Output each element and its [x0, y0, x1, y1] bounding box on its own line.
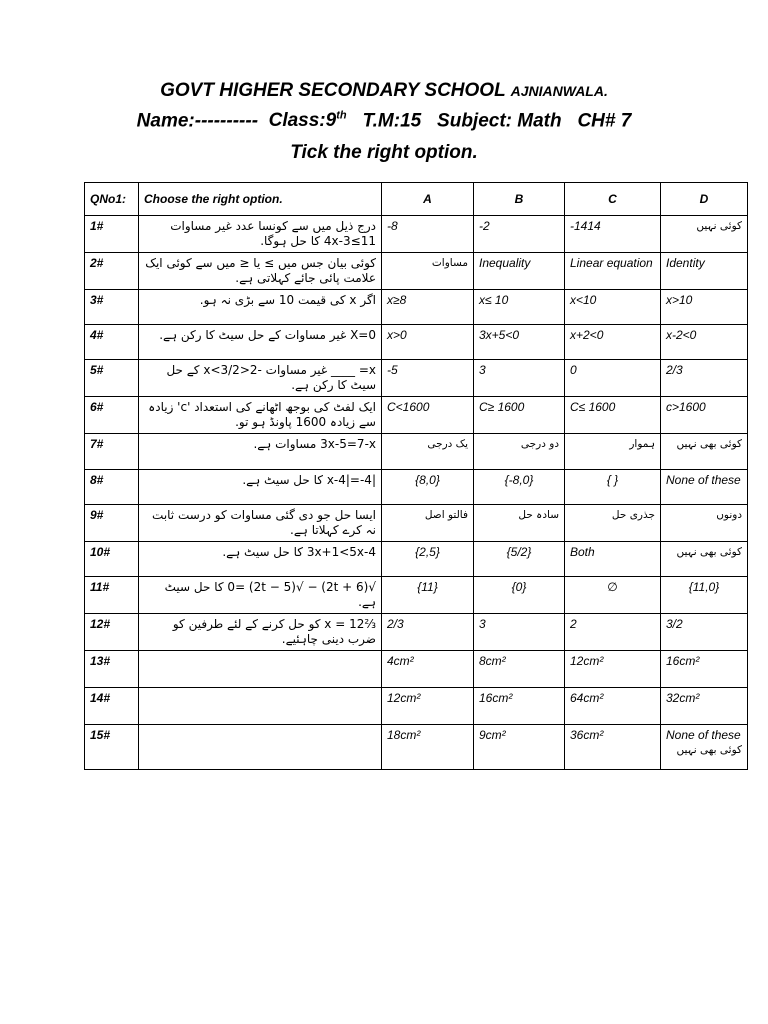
question-number: 2#	[85, 253, 139, 290]
table-row	[85, 577, 748, 614]
option-c[interactable]: Both	[565, 542, 661, 577]
option-b[interactable]: 3	[474, 360, 565, 397]
question-statement	[139, 688, 382, 725]
option-d[interactable]: {11,0}	[661, 577, 748, 614]
option-d-urdu-note: کوئی بھی نہیں	[676, 744, 742, 756]
option-d[interactable]: کوئی بھی نہیں	[661, 542, 748, 577]
option-a[interactable]: یک درجی	[382, 434, 474, 470]
option-b[interactable]: {5/2}	[474, 542, 565, 577]
option-c[interactable]: { }	[565, 470, 661, 505]
option-d[interactable]: کوئی نہیں	[661, 216, 748, 253]
option-a[interactable]: x≥8	[382, 290, 474, 325]
option-a[interactable]: فالتو اصل	[382, 505, 474, 542]
question-number: 4#	[85, 325, 139, 360]
question-statement: √(2t + 6) − √(2t − 5) =0 کا حل سیٹ ہے.	[139, 577, 382, 614]
chapter-label: CH# 7	[577, 110, 632, 132]
option-d[interactable]: Identity	[661, 253, 748, 290]
table-row	[85, 360, 748, 397]
option-d-text: None of these	[666, 728, 741, 742]
table-row	[85, 253, 748, 290]
name-label: Name:----------	[136, 110, 259, 132]
header-choose: Choose the right option.	[139, 183, 382, 216]
table-header-row	[85, 183, 748, 216]
question-number: 11#	[85, 577, 139, 614]
option-b[interactable]: سادہ حل	[474, 505, 565, 542]
question-statement	[139, 725, 382, 770]
table-row	[85, 725, 748, 770]
question-number: 10#	[85, 542, 139, 577]
table-row	[85, 651, 748, 688]
option-a[interactable]: 18cm²	[382, 725, 474, 770]
option-a[interactable]: x>0	[382, 325, 474, 360]
option-a[interactable]: 4cm²	[382, 651, 474, 688]
table-row	[85, 688, 748, 725]
option-a[interactable]: {8,0}	[382, 470, 474, 505]
option-d[interactable]: دونوں	[661, 505, 748, 542]
option-c[interactable]: ∅	[565, 577, 661, 614]
option-b[interactable]: دو درجی	[474, 434, 565, 470]
mcq-table	[84, 182, 748, 770]
option-c[interactable]: 2	[565, 614, 661, 651]
option-c[interactable]: x<10	[565, 290, 661, 325]
school-title	[0, 80, 768, 102]
option-c[interactable]: Linear equation	[565, 253, 661, 290]
question-number: 3#	[85, 290, 139, 325]
option-c[interactable]: 64cm²	[565, 688, 661, 725]
option-d[interactable]: کوئی بھی نہیں	[661, 434, 748, 470]
student-info-line	[0, 110, 768, 132]
school-name: GOVT HIGHER SECONDARY SCHOOL	[160, 80, 506, 101]
question-statement: ایسا حل جو دی گئی مساوات کو درست ثابت نہ کرے کہلاتا ہے.	[139, 505, 382, 542]
option-c[interactable]: -1414	[565, 216, 661, 253]
option-a[interactable]: {2,5}	[382, 542, 474, 577]
question-number: 8#	[85, 470, 139, 505]
option-a[interactable]: 2/3	[382, 614, 474, 651]
option-b[interactable]: 9cm²	[474, 725, 565, 770]
question-statement: 3x-5=7-x مساوات ہے.	[139, 434, 382, 470]
question-statement: 3x+1<5x-4 کا حل سیٹ ہے.	[139, 542, 382, 577]
table-row	[85, 470, 748, 505]
school-place: AJNIANWALA.	[510, 83, 608, 99]
question-statement: اگر x کی قیمت 10 سے بڑی نہ ہو.	[139, 290, 382, 325]
option-d[interactable]: 2/3	[661, 360, 748, 397]
instruction: Tick the right option.	[290, 142, 478, 163]
question-statement: کوئی بیان جس میں ≥ یا ≤ میں سے کوئی ایک علامت پائی جائے کہلاتی ہے.	[139, 253, 382, 290]
header-option-a: A	[382, 183, 474, 216]
question-statement	[139, 651, 382, 688]
option-d[interactable]	[661, 725, 748, 770]
option-a[interactable]: -5	[382, 360, 474, 397]
option-a[interactable]: C<1600	[382, 397, 474, 434]
option-b[interactable]: C≥ 1600	[474, 397, 565, 434]
table-row	[85, 434, 748, 470]
table-row	[85, 542, 748, 577]
question-number: 14#	[85, 688, 139, 725]
option-b[interactable]: 3	[474, 614, 565, 651]
class-label: Class:9th	[268, 110, 347, 132]
option-c[interactable]: ہموار	[565, 434, 661, 470]
option-b[interactable]: {-8,0}	[474, 470, 565, 505]
table-row	[85, 216, 748, 253]
option-d[interactable]: c>1600	[661, 397, 748, 434]
option-b[interactable]: 16cm²	[474, 688, 565, 725]
option-b[interactable]: Inequality	[474, 253, 565, 290]
question-number: 1#	[85, 216, 139, 253]
header-option-c: C	[565, 183, 661, 216]
question-number: 7#	[85, 434, 139, 470]
subject-label: Subject: Math	[437, 110, 562, 132]
option-b[interactable]: -2	[474, 216, 565, 253]
table-row	[85, 397, 748, 434]
question-statement: x= ____ غیر مساوات -2<x<3/2 کے حل سیٹ کا رکن ہے.	[139, 360, 382, 397]
question-statement: |x-4|=-4 کا حل سیٹ ہے.	[139, 470, 382, 505]
table-row	[85, 290, 748, 325]
option-c[interactable]: C≤ 1600	[565, 397, 661, 434]
option-d[interactable]: x>10	[661, 290, 748, 325]
header-option-d: D	[661, 183, 748, 216]
option-b[interactable]: x≤ 10	[474, 290, 565, 325]
option-c[interactable]: x+2<0	[565, 325, 661, 360]
total-marks-label: T.M:15	[362, 110, 422, 132]
option-c[interactable]: 0	[565, 360, 661, 397]
question-number: 15#	[85, 725, 139, 770]
question-number: 6#	[85, 397, 139, 434]
option-d[interactable]: 32cm²	[661, 688, 748, 725]
option-a[interactable]: 12cm²	[382, 688, 474, 725]
option-a[interactable]: {11}	[382, 577, 474, 614]
option-a[interactable]: -8	[382, 216, 474, 253]
question-number: 12#	[85, 614, 139, 651]
option-b[interactable]: 3x+5<0	[474, 325, 565, 360]
question-number: 5#	[85, 360, 139, 397]
header-qno: QNo1:	[85, 183, 139, 216]
question-statement: ⅔x = 12 کو حل کرنے کے لئے طرفین کو ضرب دینی چاہئیے.	[139, 614, 382, 651]
option-d[interactable]: None of these	[661, 470, 748, 505]
table-row	[85, 325, 748, 360]
option-c[interactable]: 12cm²	[565, 651, 661, 688]
option-b[interactable]: 8cm²	[474, 651, 565, 688]
question-number: 9#	[85, 505, 139, 542]
option-d[interactable]: 16cm²	[661, 651, 748, 688]
option-a[interactable]: مساوات	[382, 253, 474, 290]
table-row	[85, 505, 748, 542]
option-b[interactable]: {0}	[474, 577, 565, 614]
question-statement: ایک لفٹ کی بوجھ اٹھانے کی استعداد 'c' زیادہ سے زیادہ 1600 پاونڈ ہو تو.	[139, 397, 382, 434]
option-c[interactable]: 36cm²	[565, 725, 661, 770]
question-number: 13#	[85, 651, 139, 688]
question-statement: درج ذیل میں سے کونسا عدد غیر مساوات 11≥3-4x کا حل ہوگا.	[139, 216, 382, 253]
option-d[interactable]: x-2<0	[661, 325, 748, 360]
option-d[interactable]: 3/2	[661, 614, 748, 651]
question-statement: X=0 غیر مساوات کے حل سیٹ کا رکن ہے.	[139, 325, 382, 360]
table-row	[85, 614, 748, 651]
header-option-b: B	[474, 183, 565, 216]
option-c[interactable]: جذری حل	[565, 505, 661, 542]
